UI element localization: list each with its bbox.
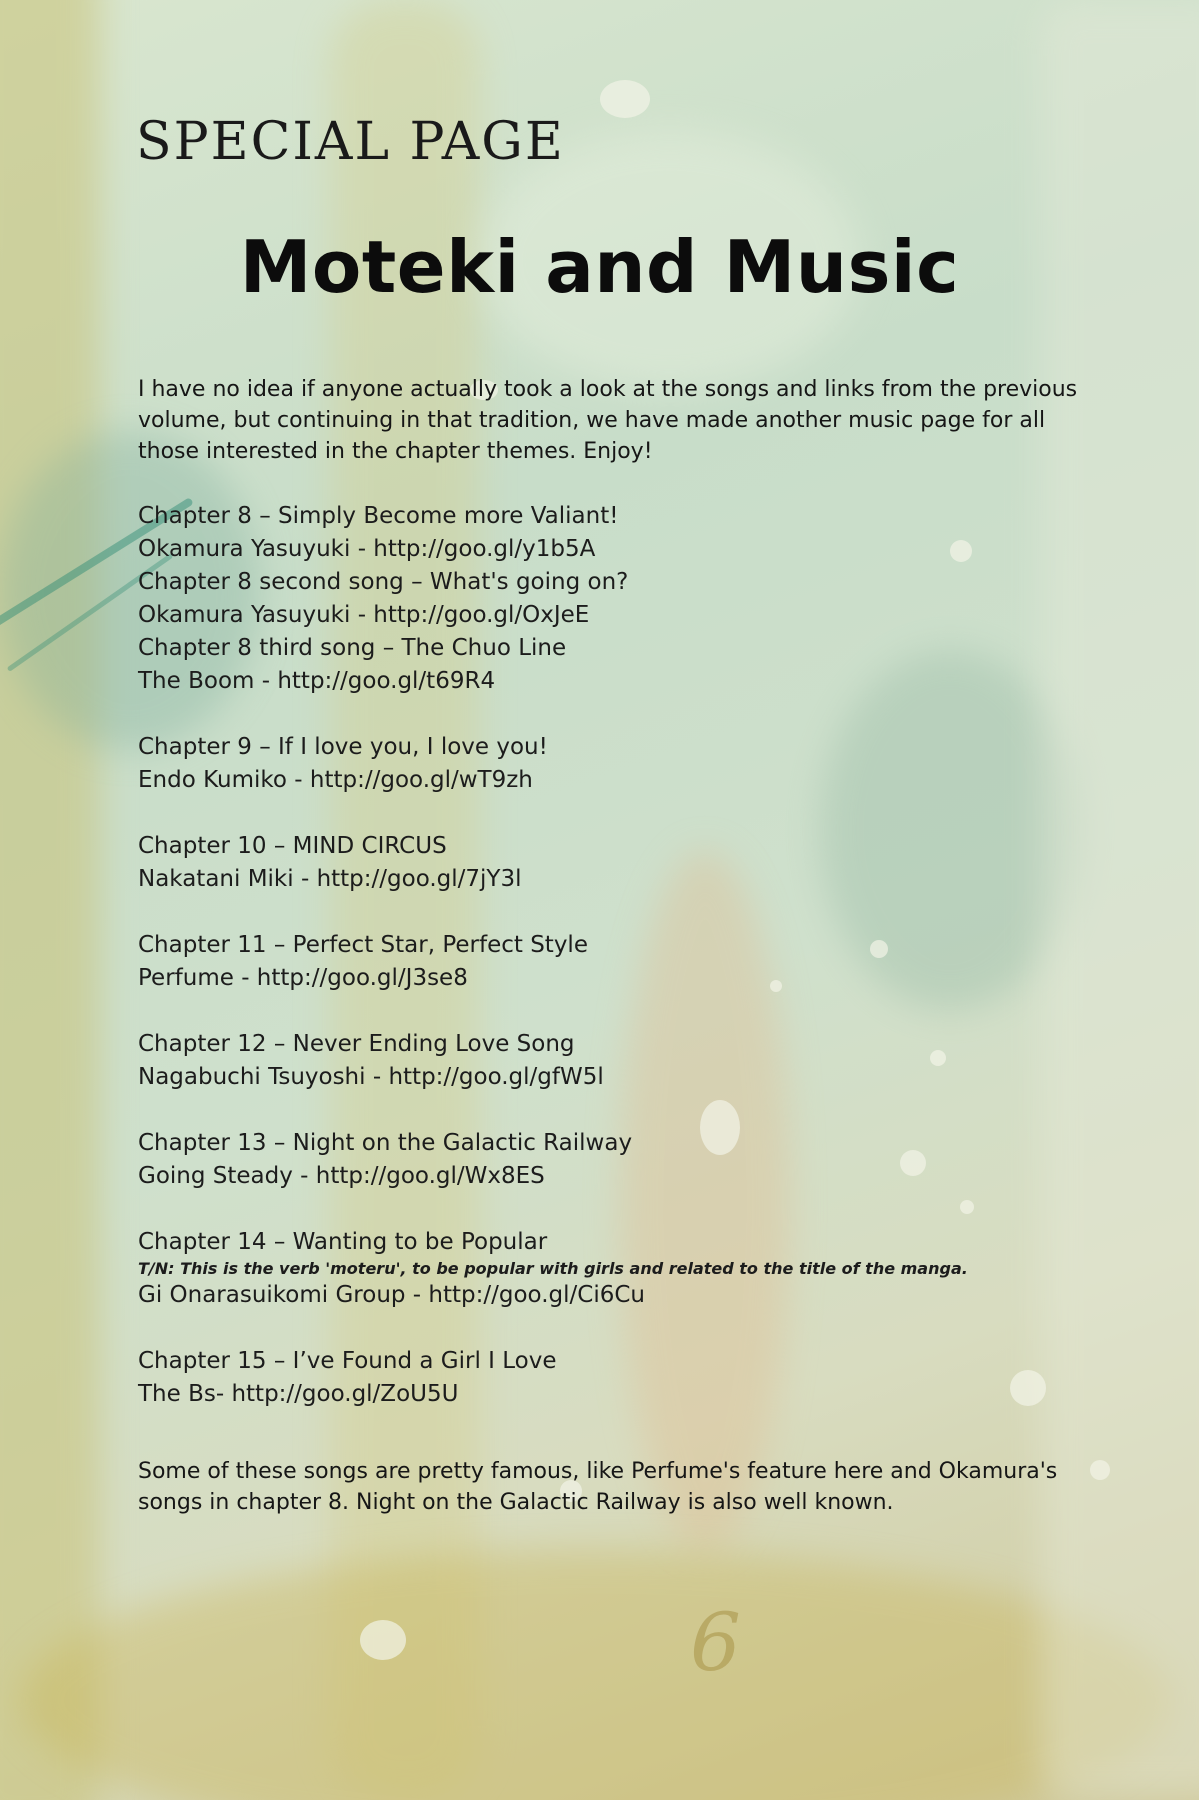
- song-entry-chapter-12: [138, 1028, 1098, 1094]
- song-entry-chapter-13: [138, 1127, 1098, 1193]
- translator-note: T/N: This is the verb 'moteru', to be popular with girls and related to the title of the manga.: [138, 1259, 968, 1278]
- song-title: Chapter 8 – Simply Become more Valiant!: [138, 503, 619, 529]
- song-title: Chapter 11 – Perfect Star, Perfect Style: [138, 932, 588, 958]
- song-artist-link: Endo Kumiko - http://goo.gl/wT9zh: [138, 767, 533, 793]
- intro-paragraph: I have no idea if anyone actually took a look at the songs and links from the previous volume, but continuing in that tradition, we have made another music page for all those interested in the chapter themes. Enjoy!: [138, 377, 1078, 464]
- song-entry-chapter-9: [138, 731, 1098, 797]
- song-entry-chapter-15: [138, 1345, 1098, 1411]
- song-artist-link: Okamura Yasuyuki - http://goo.gl/y1b5A: [138, 536, 596, 562]
- song-artist-link: Nagabuchi Tsuyoshi - http://goo.gl/gfW5l: [138, 1064, 604, 1090]
- page-number: 6: [690, 1596, 741, 1689]
- song-artist-link: Going Steady - http://goo.gl/Wx8ES: [138, 1163, 545, 1189]
- song-entry-chapter-14: [138, 1226, 1098, 1312]
- song-title: Chapter 12 – Never Ending Love Song: [138, 1031, 575, 1057]
- song-title: Chapter 8 second song – What's going on?: [138, 569, 629, 595]
- song-artist-link: The Bs- http://goo.gl/ZoU5U: [138, 1381, 459, 1407]
- song-entry-chapter-8: [138, 500, 1098, 698]
- page-title: Moteki and Music: [239, 225, 960, 309]
- song-artist-link: Nakatani Miki - http://goo.gl/7jY3l: [138, 866, 522, 892]
- song-title: Chapter 15 – I’ve Found a Girl I Love: [138, 1348, 557, 1374]
- song-title: Chapter 10 – MIND CIRCUS: [138, 833, 447, 859]
- section-kicker: SPECIAL PAGE: [136, 112, 565, 172]
- song-artist-link: Perfume - http://goo.gl/J3se8: [138, 965, 468, 991]
- song-entry-chapter-11: [138, 929, 1098, 995]
- song-artist-link: Gi Onarasuikomi Group - http://goo.gl/Ci6Cu: [138, 1282, 645, 1308]
- song-artist-link: The Boom - http://goo.gl/t69R4: [138, 668, 496, 694]
- song-title: Chapter 9 – If I love you, I love you!: [138, 734, 548, 760]
- song-list: [138, 500, 1098, 1444]
- song-title: Chapter 13 – Night on the Galactic Railway: [138, 1130, 633, 1156]
- song-title: Chapter 8 third song – The Chuo Line: [138, 635, 567, 661]
- closing-paragraph: Some of these songs are pretty famous, like Perfume's feature here and Okamura's songs in chapter 8. Night on the Galactic Railway is also well known.: [138, 1459, 1058, 1515]
- song-title: Chapter 14 – Wanting to be Popular: [138, 1229, 548, 1255]
- song-entry-chapter-10: [138, 830, 1098, 896]
- song-artist-link: Okamura Yasuyuki - http://goo.gl/OxJeE: [138, 602, 590, 628]
